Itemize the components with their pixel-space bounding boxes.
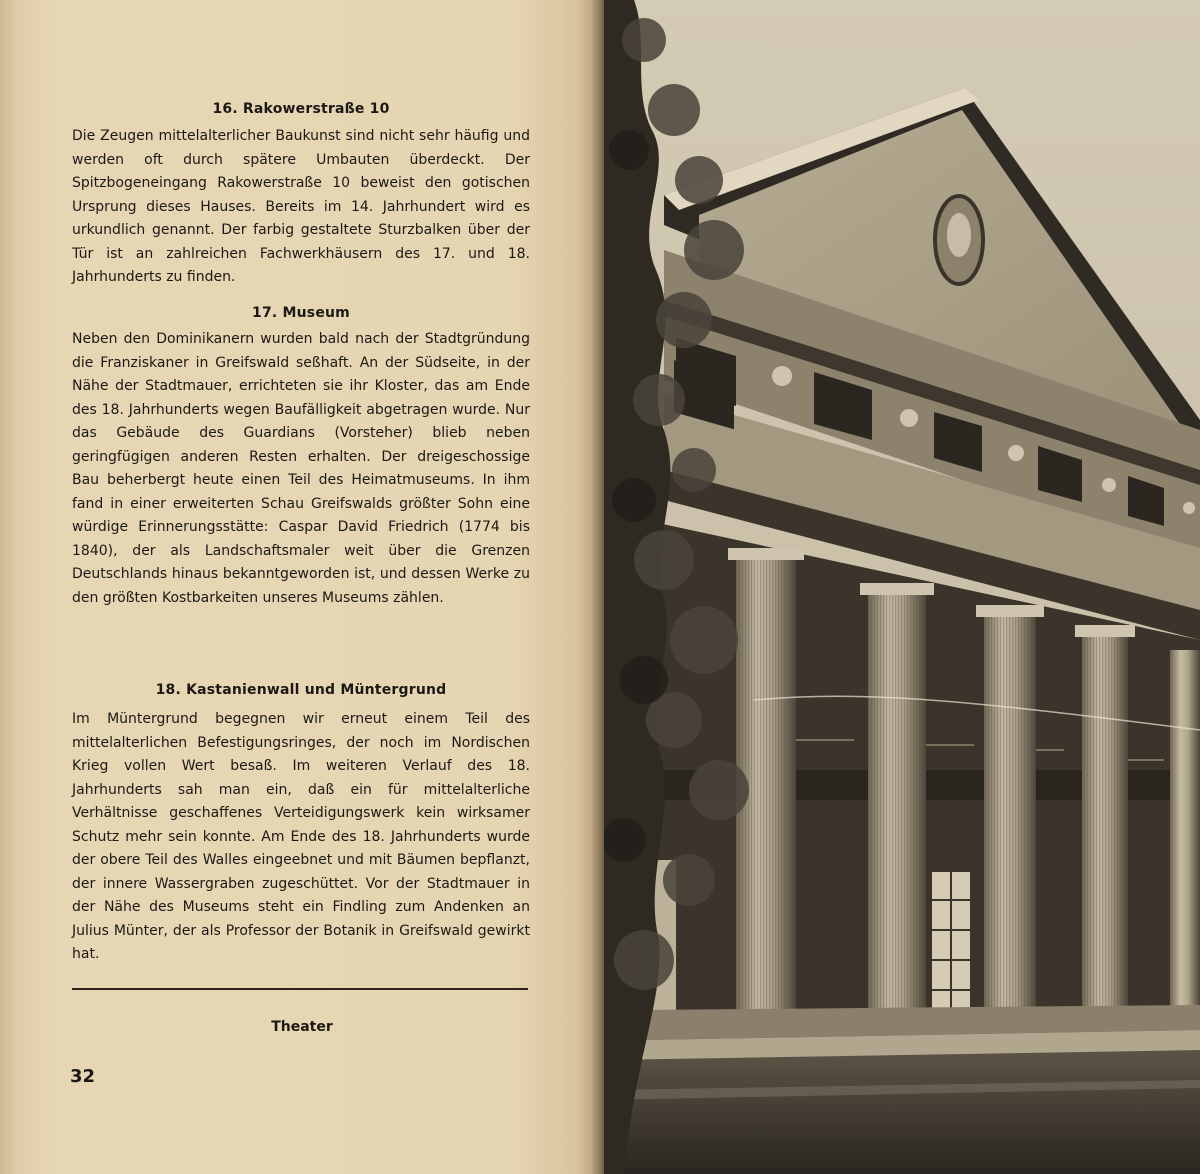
section-text-kastanienwall: Im Müntergrund begegnen wir erneut einem Teil des mittelalterlichen Befestigungsringes, der noch im Nordischen Krieg vollen Wert besaß. Im weiteren Verlauf des 18. Jahrhunderts sah man ein, daß ein für mittelalterliche Verhältnisse geschaffenes Verteidigungswerk kein wirksamer Schutz mehr sein konnte. Am Ende des 18. Jahrhunderts wurde der obere Teil des Walles eingeebnet und mit Bäumen bepflanzt, der innere Wassergraben zugeschüttet. Vor der Stadtmauer in der Nähe des Museums steht ein Findling zum Andenken an Julius Münter, der als Professor der Botanik in Greifswald gewirkt hat. bbox=[72, 711, 530, 962]
section-heading-kastanienwall: 18. Kastanienwall und Müntergrund bbox=[155, 682, 447, 698]
divider-rule bbox=[72, 988, 528, 990]
theater-facade-photo bbox=[604, 0, 1200, 1174]
section-heading-rakowerstrasse: 16. Rakowerstraße 10 bbox=[212, 101, 390, 117]
right-page bbox=[604, 0, 1200, 1174]
section-text-museum: Neben den Dominikanern wurden bald nach der Stadtgründung die Franziskaner in Greifswald seßhaft. An der Südseite, in der Nähe der Stadtmauer, errichteten sie ihr Kloster, das am Ende des 18. Jahrhunderts wegen Baufälligkeit abgetragen wurde. Nur das Gebäude des Guardians (Vorsteher) blieb neben geringfügigen anderen Resten erhalten. Der dreigeschossige Bau beherbergt heute einen Teil des Heimatmuseums. In ihm fand in einer erweiterten Schau Greifswalds größter Sohn eine würdige Erinnerungsstätte: Caspar David Friedrich (1774 bis 1840), der als Landschaftsmaler weit über die Grenzen Deutschlands hinaus bekanntgeworden ist, und dessen Werke zu den größten Kostbarkeiten unseres Museums zählen. bbox=[72, 331, 530, 606]
photo-caption: Theater bbox=[271, 1019, 333, 1035]
page-number: 32 bbox=[70, 1066, 96, 1087]
section-text-rakowerstrasse: Die Zeugen mittelalterlicher Baukunst sind nicht sehr häufig und werden oft durch spätere Umbauten überdeckt. Der Spitzbogeneingang Rakowerstraße 10 beweist den gotischen Ursprung dieses Hauses. Bereits im 14. Jahrhundert wird es urkundlich genannt. Der farbig gestaltete Sturzbalken über der Tür ist an zahlreichen Fachwerkhäusern des 17. und 18. Jahrhunderts zu finden. bbox=[72, 128, 530, 285]
section-heading-museum: 17. Museum bbox=[252, 305, 350, 321]
